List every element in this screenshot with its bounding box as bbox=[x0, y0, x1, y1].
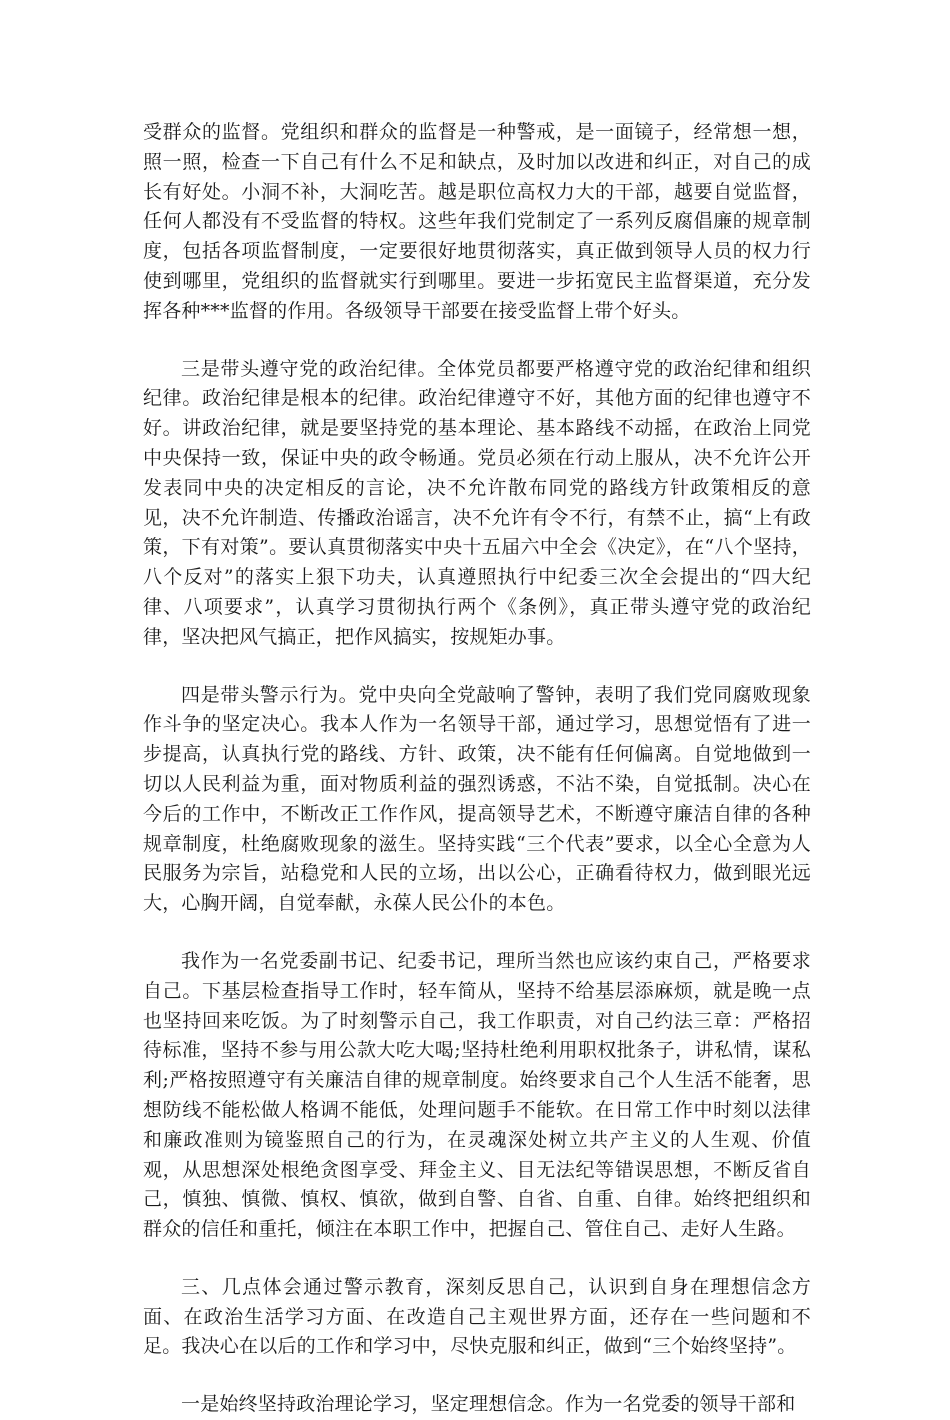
paragraph-spacer bbox=[143, 1245, 811, 1273]
paragraph-3: 四是带头警示行为。党中央向全党敲响了警钟，表明了我们党同腐败现象作斗争的坚定决心。我本人作为一名领导干部，通过学习，思想觉悟有了进一步提高，认真执行党的路线、方针、政策，决不能有任何偏离。自觉地做到一切以人民利益为重，面对物质利益的强烈诱惑，不沾不染，自觉抵制。决心在今后的工作中，不断改正工作作风，提高领导艺术，不断遵守廉洁自律的各种规章制度，杜绝腐败现象的滋生。坚持实践“三个代表”要求，以全心全意为人民服务为宗旨，站稳党和人民的立场，出以公心，正确看待权力，做到眼光远大，心胸开阔，自觉奉献，永葆人民公仆的本色。 bbox=[143, 683, 811, 915]
paragraph-spacer bbox=[143, 653, 811, 681]
paragraph-spacer bbox=[143, 1362, 811, 1390]
paragraph-4: 我作为一名党委副书记、纪委书记，理所当然也应该约束自己，严格要求自己。下基层检查指导工作时，轻车简从，坚持不给基层添麻烦，就是晚一点也坚持回来吃饭。为了时刻警示自己，我工作职责，对自己约法三章：严格招待标准，坚持不参与用公款大吃大喝;坚持杜绝利用职权批条子，讲私情，谋私利;严格按照遵守有关廉洁自律的规章制度。始终要求自己个人生活不能奢，思想防线不能松做人格调不能低，处理问题手不能软。在日常工作中时刻以法律和廉政准则为镜鉴照自己的行为，在灵魂深处树立共产主义的人生观、价值观，从思想深处根绝贪图享受、拜金主义、目无法纪等错误思想，不断反省自己，慎独、慎微、慎权、慎欲，做到自警、自省、自重、自律。始终把组织和群众的信任和重托，倾注在本职工作中，把握自己、管住自己、走好人生路。 bbox=[143, 949, 811, 1241]
paragraph-5: 三、几点体会通过警示教育，深刻反思自己，认识到自身在理想信念方面、在政治生活学习方面、在改造自己主观世界方面，还存在一些问题和不足。我决心在以后的工作和学习中，尽快克服和纠正，做到“三个始终坚持”。 bbox=[143, 1275, 811, 1358]
paragraph-2: 三是带头遵守党的政治纪律。全体党员都要严格遵守党的政治纪律和组织纪律。政治纪律是根本的纪律。政治纪律遵守不好，其他方面的纪律也遵守不好。讲政治纪律，就是要坚持党的基本理论、基本路线不动摇，在政治上同党中央保持一致，保证中央的政令畅通。党员必须在行动上服从，决不允许公开发表同中央的决定相反的言论，决不允许散布同党的路线方针政策相反的意见，决不允许制造、传播政治谣言，决不允许有令不行，有禁不止，搞“上有政策，下有对策”。要认真贯彻落实中央十五届六中全会《决定》，在“八个坚持，八个反对”的落实上狠下功夫，认真遵照执行中纪委三次全会提出的“四大纪律、八项要求”，认真学习贯彻执行两个《条例》，真正带头遵守党的政治纪律，坚决把风气搞正，把作风搞实，按规矩办事。 bbox=[143, 357, 811, 648]
paragraph-6: 一是始终坚持政治理论学习，坚定理想信念。作为一名党委的领导干部和 bbox=[181, 1393, 796, 1416]
paragraph-spacer bbox=[143, 919, 811, 947]
paragraph-1: 受群众的监督。党组织和群众的监督是一种警戒，是一面镜子，经常想一想，照一照，检查一下自己有什么不足和缺点，及时加以改进和纠正，对自己的成长有好处。小洞不补，大洞吃苦。越是职位高权力大的干部，越要自觉监督，任何人都没有不受监督的特权。这些年我们党制定了一系列反腐倡廉的规章制度，包括各项监督制度，一定要很好地贯彻落实，真正做到领导人员的权力行使到哪里，党组织的监督就实行到哪里。要进一步拓宽民主监督渠道，充分发挥各种***监督的作用。各级领导干部要在接受监督上带个好头。 bbox=[143, 121, 811, 322]
document-body bbox=[143, 118, 811, 1420]
paragraph-spacer bbox=[143, 327, 811, 355]
